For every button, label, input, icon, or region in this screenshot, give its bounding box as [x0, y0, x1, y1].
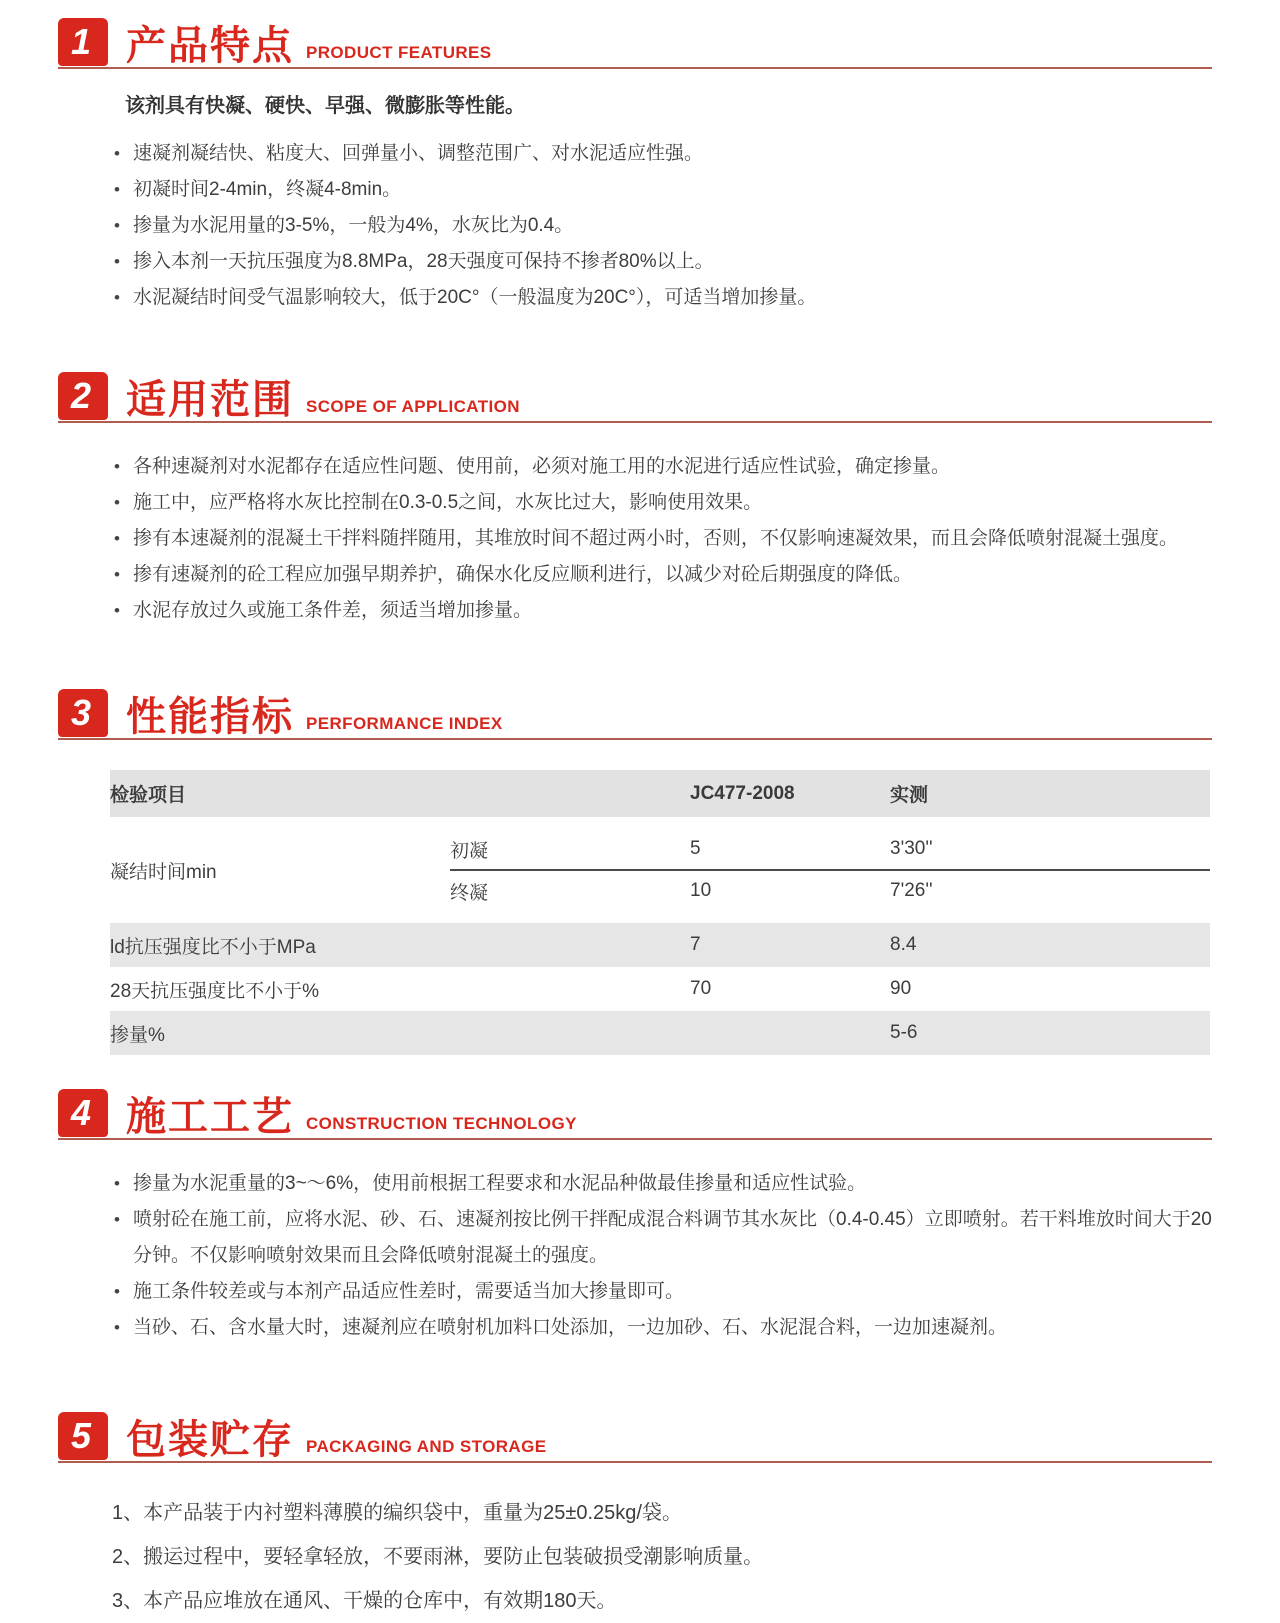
bullet-text: 当砂、石、含水量大时，速凝剂应在喷射机加料口处添加，一边加砂、石、水泥混合料，一边加速凝剂。: [133, 1317, 1008, 1338]
section-header: [58, 372, 1212, 423]
bullet-marker: •: [114, 1318, 120, 1337]
numbered-item: 3、本产品应堆放在通风、干燥的仓库中，有效期180天。: [112, 1590, 617, 1612]
section-construction-technology: [0, 1089, 1280, 1346]
cell-28d-strength-label: 28天抗压强度比不小于%: [110, 980, 320, 1002]
bullet-item: [112, 280, 1214, 316]
section-title: 产品特点: [126, 24, 294, 68]
bullet-item: [112, 521, 1214, 557]
section-product-features: [0, 0, 1280, 316]
cell-1d-strength-standard: 7: [690, 934, 701, 955]
cell-final-set-label: 终凝: [450, 870, 690, 911]
construction-bullet-list: [112, 1166, 1214, 1346]
bullet-marker: •: [114, 252, 120, 271]
section-header: [58, 1412, 1212, 1463]
bullet-item: [112, 136, 1214, 172]
header-sub-blank: [450, 770, 690, 817]
cell-1d-strength-label: ld抗压强度比不小于MPa: [110, 936, 316, 958]
section-subtitle-en: SCOPE OF APPLICATION: [306, 397, 520, 416]
table-row: [110, 923, 1210, 967]
bullet-text: 各种速凝剂对水泥都存在适应性问题、使用前，必须对施工用的水泥进行适应性试验，确定掺量。: [133, 456, 951, 477]
section-scope-of-application: [0, 372, 1280, 629]
cell-dosage-standard: [690, 1011, 890, 1055]
section-number-badge: 3: [58, 689, 108, 737]
section-title: 包装贮存: [126, 1418, 294, 1462]
section-gap: [0, 629, 1280, 689]
bullet-item: [112, 449, 1214, 485]
section-title: 施工工艺: [126, 1095, 294, 1139]
cell-initial-set-measured: 3'30'': [890, 838, 933, 859]
bullet-item: [112, 485, 1214, 521]
section-gap: [0, 1055, 1280, 1089]
section-number-badge: 2: [58, 372, 108, 420]
section-title: 适用范围: [126, 378, 294, 422]
bullet-text: 施工条件较差或与本剂产品适应性差时，需要适当加大掺量即可。: [133, 1281, 685, 1302]
cell-final-set-standard: 10: [690, 870, 890, 911]
bullet-text: 掺有本速凝剂的混凝土干拌料随拌随用，其堆放时间不超过两小时，否则，不仅影响速凝效果，而且会降低喷射混凝土强度。: [133, 528, 1179, 549]
section-number-badge: 4: [58, 1089, 108, 1137]
bullet-marker: •: [114, 1282, 120, 1301]
bullet-text: 掺量为水泥重量的3~～6%，使用前根据工程要求和水泥品种做最佳掺量和适应性试验。: [133, 1173, 867, 1194]
bullet-item: [112, 1274, 1214, 1310]
bullet-item: [112, 244, 1214, 280]
cell-dosage-measured: 5-6: [890, 1022, 918, 1043]
features-bullet-list: [112, 136, 1214, 316]
section-header: [58, 689, 1212, 740]
section-subtitle-en: PERFORMANCE INDEX: [306, 714, 503, 733]
section-subtitle-en: PRODUCT FEATURES: [306, 43, 492, 62]
bullet-text: 掺入本剂一天抗压强度为8.8MPa，28天强度可保持不掺者80%以上。: [133, 251, 714, 272]
header-inspection-item: 检验项目: [110, 785, 187, 806]
bullet-text: 掺有速凝剂的砼工程应加强早期养护，确保水化反应顺利进行，以减少对砼后期强度的降低。: [133, 564, 913, 585]
bullet-text: 速凝剂凝结快、粘度大、回弹量小、调整范围广、对水泥适应性强。: [133, 143, 704, 164]
bullet-text: 施工中，应严格将水灰比控制在0.3-0.5之间，水灰比过大，影响使用效果。: [133, 492, 763, 513]
bullet-item: [112, 1310, 1214, 1346]
bullet-marker: •: [114, 565, 120, 584]
numbered-item: 2、搬运过程中，要轻拿轻放，不要雨淋，要防止包装破损受潮影响质量。: [112, 1546, 764, 1568]
section-subtitle-en: PACKAGING AND STORAGE: [306, 1437, 547, 1456]
numbered-item: 1、本产品装于内衬塑料薄膜的编织袋中，重量为25±0.25kg/袋。: [112, 1502, 682, 1524]
bullet-text: 初凝时间2-4min，终凝4-8min。: [133, 179, 402, 200]
table-spacer-row: [110, 911, 1210, 923]
bullet-text: 掺量为水泥用量的3-5%，一般为4%，水灰比为0.4。: [133, 215, 574, 236]
table-row: [110, 967, 1210, 1011]
bullet-marker: •: [114, 288, 120, 307]
cell-28d-strength-standard: 70: [690, 978, 712, 999]
bullet-item: [112, 1202, 1214, 1274]
table-row: [110, 829, 1210, 870]
bullet-marker: •: [114, 144, 120, 163]
bullet-item: [112, 593, 1214, 629]
section-performance-index: [0, 689, 1280, 1055]
header-measured: 实测: [890, 785, 929, 806]
scope-bullet-list: [112, 449, 1214, 629]
section-gap: [0, 1346, 1280, 1412]
bullet-item: [112, 1166, 1214, 1202]
bullet-marker: •: [114, 1174, 120, 1193]
cell-initial-set-standard: 5: [690, 838, 701, 859]
section-title: 性能指标: [126, 695, 294, 739]
section-gap: [0, 316, 1280, 372]
cell-setting-time-label: 凝结时间min: [110, 861, 217, 883]
bullet-marker: •: [114, 493, 120, 512]
features-intro-line: 该剂具有快凝、硬快、早强、微膨胀等性能。: [125, 95, 525, 117]
cell-28d-strength-measured: 90: [890, 978, 912, 999]
cell-final-set-measured: 7'26'': [890, 870, 1210, 911]
section-number-badge: 5: [58, 1412, 108, 1460]
bullet-text: 喷射砼在施工前，应将水泥、砂、石、速凝剂按比例干拌配成混合料调节其水灰比（0.4-0.45）立即喷射。若干料堆放时间大于20分钟。不仅影响喷射效果而且会降低喷射混凝土的强度。: [133, 1209, 1212, 1266]
header-standard: JC477-2008: [690, 782, 795, 804]
bullet-text: 水泥凝结时间受气温影响较大，低于20C°（一般温度为20C°），可适当增加掺量。: [133, 287, 817, 308]
cell-initial-set-label: 初凝: [450, 840, 489, 862]
packaging-numbered-list: [112, 1491, 1214, 1623]
section-header: [58, 1089, 1212, 1140]
cell-1d-strength-measured: 8.4: [890, 934, 917, 955]
table-header-row: [110, 770, 1210, 817]
table-spacer-row: [110, 817, 1210, 829]
cell-dosage-label: 掺量%: [110, 1024, 165, 1046]
bullet-marker: •: [114, 601, 120, 620]
bullet-item: [112, 172, 1214, 208]
bullet-text: 水泥存放过久或施工条件差，须适当增加掺量。: [133, 600, 533, 621]
bullet-marker: •: [114, 457, 120, 476]
bullet-item: [112, 557, 1214, 593]
bullet-marker: •: [114, 529, 120, 548]
performance-index-table: [110, 770, 1210, 1055]
section-subtitle-en: CONSTRUCTION TECHNOLOGY: [306, 1114, 577, 1133]
section-number-badge: 1: [58, 18, 108, 66]
bullet-item: [112, 208, 1214, 244]
section-header: [58, 18, 1212, 69]
bullet-marker: •: [114, 216, 120, 235]
bullet-marker: •: [114, 180, 120, 199]
table-row: [110, 1011, 1210, 1055]
section-packaging-storage: [0, 1412, 1280, 1623]
bullet-marker: •: [114, 1210, 120, 1229]
